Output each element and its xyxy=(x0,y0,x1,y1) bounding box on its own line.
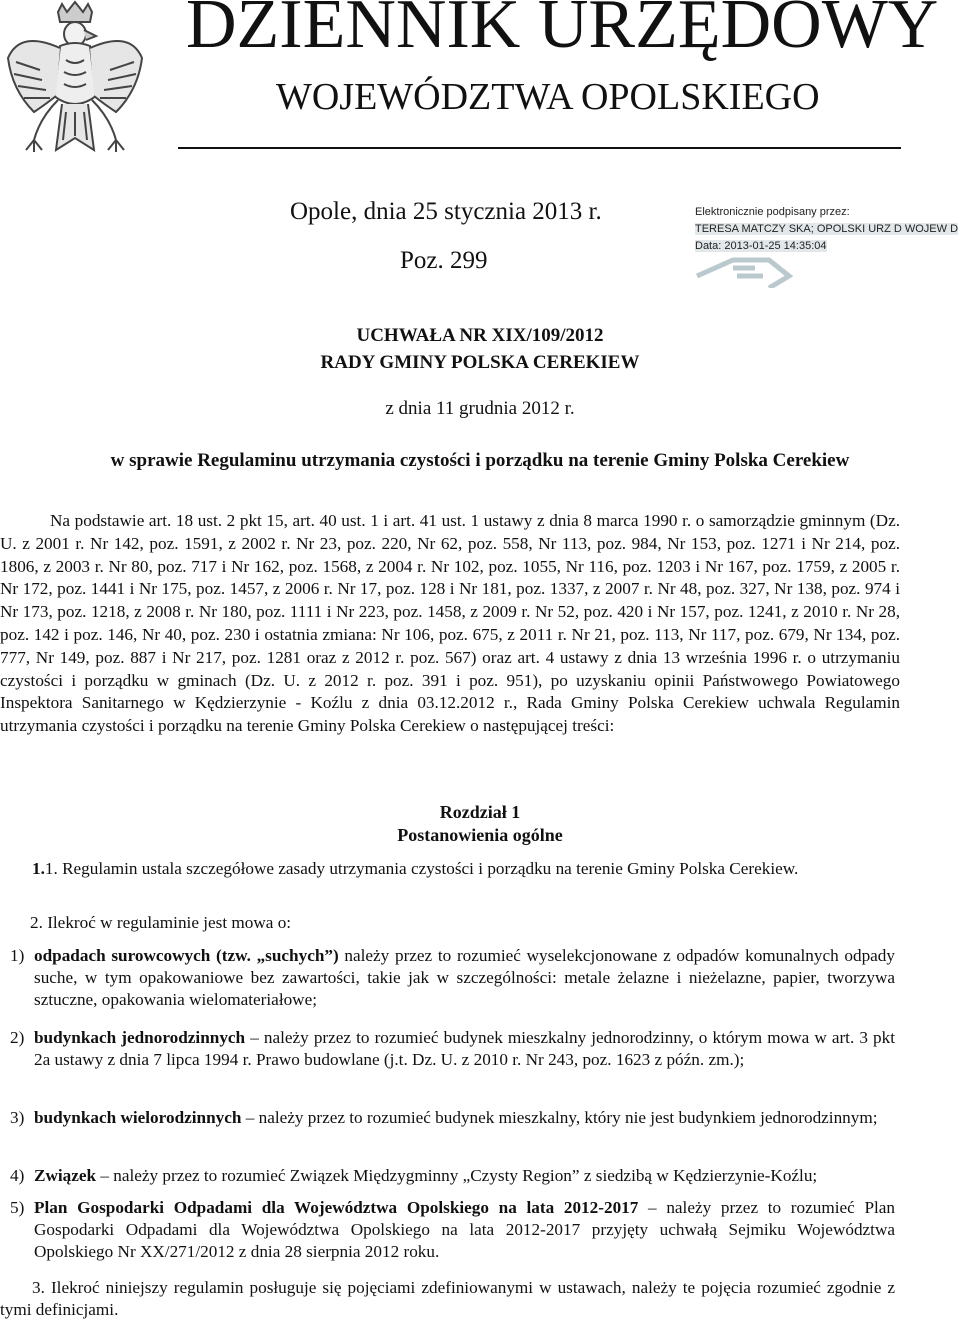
paragraph-1-text: Regulamin ustala szczegółowe zasady utrzymania czystości i porządku na terenie Gminy Polska Cerekiew. xyxy=(57,859,799,878)
journal-subtitle: WOJEWÓDZTWA OPOLSKIEGO xyxy=(276,76,820,118)
definition-text: – należy przez to rozumieć Związek Międzygminny „Czysty Region” z siedzibą w Kędzierzynie-Koźlu; xyxy=(96,1166,818,1185)
definition-item xyxy=(0,1165,895,1187)
definition-item xyxy=(0,1027,895,1071)
resolution-date: z dnia 11 grudnia 2012 r. xyxy=(385,398,575,419)
definition-term: Plan Gospodarki Odpadami dla Województwa Opolskiego na lata 2012-2017 xyxy=(34,1198,639,1217)
definition-number: 2) xyxy=(10,1028,25,1047)
definition-number: 5) xyxy=(10,1198,25,1217)
definition-item xyxy=(0,1107,895,1129)
definition-text: – należy przez to rozumieć budynek mieszkalny jednorodzinny, o którym mowa w art. 3 pkt 2a ustawy z dnia 7 lipca 1994 r. Prawo budowlane (j.t. Dz. U. z 2010 r. Nr 243, poz. 1623 z późn. zm.); xyxy=(34,1028,895,1070)
definition-text: należy przez to rozumieć wyselekcjonowane z odpadów komunalnych odpady suche, w tym opakowaniowe bez zawartości, takie jak w szczególności: metale żelazne i nieżelazne, papier, tworzywa sztuczne, opakowania wielomateriałowe; xyxy=(34,946,895,1010)
chapter-title: Postanowienia ogólne xyxy=(397,825,563,845)
definition-term: budynkach jednorodzinnych xyxy=(34,1028,246,1047)
electronic-signature xyxy=(690,200,960,290)
chapter-number: Rozdział 1 xyxy=(439,802,521,822)
definition-item xyxy=(0,945,895,1012)
definition-term: odpadach surowcowych (tzw. „suchych”) xyxy=(34,946,339,965)
definition-number: 3) xyxy=(10,1108,25,1127)
preamble-paragraph: Na podstawie art. 18 ust. 2 pkt 15, art. 40 ust. 1 i art. 41 ust. 1 ustawy z dnia 8 marca 1990 r. o samorządzie gminnym (Dz. U. z 2001 r. Nr 142, poz. 1591, z 2002 r. Nr 23, poz. 220, Nr 62, poz. 558, Nr 113, poz. 984, Nr 153, poz. 1271 i Nr 214, poz. 1806, z 2003 r. Nr 80, poz. 717 i Nr 162, poz. 1568, z 2004 r. Nr 102, poz. 1055, Nr 116, poz. 1203 i Nr 167, poz. 1759, z 2005 r. Nr 172, poz. 1441 i Nr 175, poz. 1457, z 2006 r. Nr 17, poz. 128 i Nr 181, poz. 1337, z 2007 r. Nr 48, poz. 327, Nr 138, poz. 974 i Nr 173, poz. 1218, z 2008 r. Nr 180, poz. 1111 i Nr 223, poz. 1458, z 2009 r. Nr 52, poz. 420 i Nr 157, poz. 1241, z 2010 r. Nr 28, poz. 142 i poz. 146, Nr 40, poz. 230 i ostatnia zmiana: Nr 106, poz. 675, z 2011 r. Nr 21, poz. 113, Nr 117, poz. 679, Nr 134, poz. 777, Nr 149, poz. 887 i Nr 217, poz. 1281 oraz z 2012 r. poz. 567) oraz art. 4 ustawy z dnia 13 września 1996 r. o utrzymaniu czystości i porządku w gminach (Dz. U. z 2012 r. poz. 391 i poz. 951), po uzyskaniu opinii Państwowego Powiatowego Inspektora Sanitarnego w Kędzierzynie - Koźlu z dnia 03.12.2012 r., Rada Gminy Polska Cerekiew uchwala Regulamin utrzymania czystości i porządku na terenie Gminy Polska Cerekiew o następującej treści: xyxy=(0,511,900,736)
signature-watermark-icon xyxy=(693,254,793,288)
position-number: Poz. 299 xyxy=(400,247,488,274)
signature-signer: TERESA MATCZY SKA; OPOLSKI URZ D WOJEW D xyxy=(695,223,959,235)
header-divider xyxy=(178,147,901,149)
resolution-council: RADY GMINY POLSKA CEREKIEW xyxy=(320,352,640,373)
signature-label: Elektronicznie podpisany przez: xyxy=(695,206,850,218)
journal-title: DZIENNIK URZĘDOWY xyxy=(186,0,939,63)
paragraph-2: 2. Ilekroć w regulaminie jest mowa o: xyxy=(30,913,292,932)
paragraph-1 xyxy=(0,858,895,880)
definition-number: 4) xyxy=(10,1166,25,1185)
definition-item xyxy=(0,1197,895,1264)
paragraph-3: 3. Ilekroć niniejszy regulamin posługuje się pojęciami zdefiniowanymi w ustawach, należy te pojęcia rozumieć zgodnie z tymi definicjami. xyxy=(0,1278,895,1319)
definition-number: 1) xyxy=(10,946,25,965)
definition-text: – należy przez to rozumieć budynek mieszkalny, który nie jest budynkiem jednorodzinnym; xyxy=(241,1108,878,1127)
resolution-subject: w sprawie Regulaminu utrzymania czystości i porządku na terenie Gminy Polska Cerekiew xyxy=(110,450,850,471)
publication-place-date: Opole, dnia 25 stycznia 2013 r. xyxy=(290,198,602,225)
signature-date: Data: 2013-01-25 14:35:04 xyxy=(695,240,827,252)
definition-term: Związek xyxy=(34,1166,97,1185)
eagle-emblem-icon xyxy=(0,0,150,170)
paragraph-1-subnumber: 1. xyxy=(44,859,58,878)
paragraph-1-number: 1. xyxy=(32,859,45,878)
definition-text: – należy przez to rozumieć Plan Gospodarki Odpadami dla Województwa Opolskiego na lata 2012-2017 przyjęty uchwałą Sejmiku Województwa Opolskiego Nr XX/271/2012 z dnia 28 sierpnia 2012 roku. xyxy=(34,1198,895,1262)
definition-term: budynkach wielorodzinnych xyxy=(34,1108,242,1127)
resolution-number: UCHWAŁA NR XIX/109/2012 xyxy=(356,325,604,346)
